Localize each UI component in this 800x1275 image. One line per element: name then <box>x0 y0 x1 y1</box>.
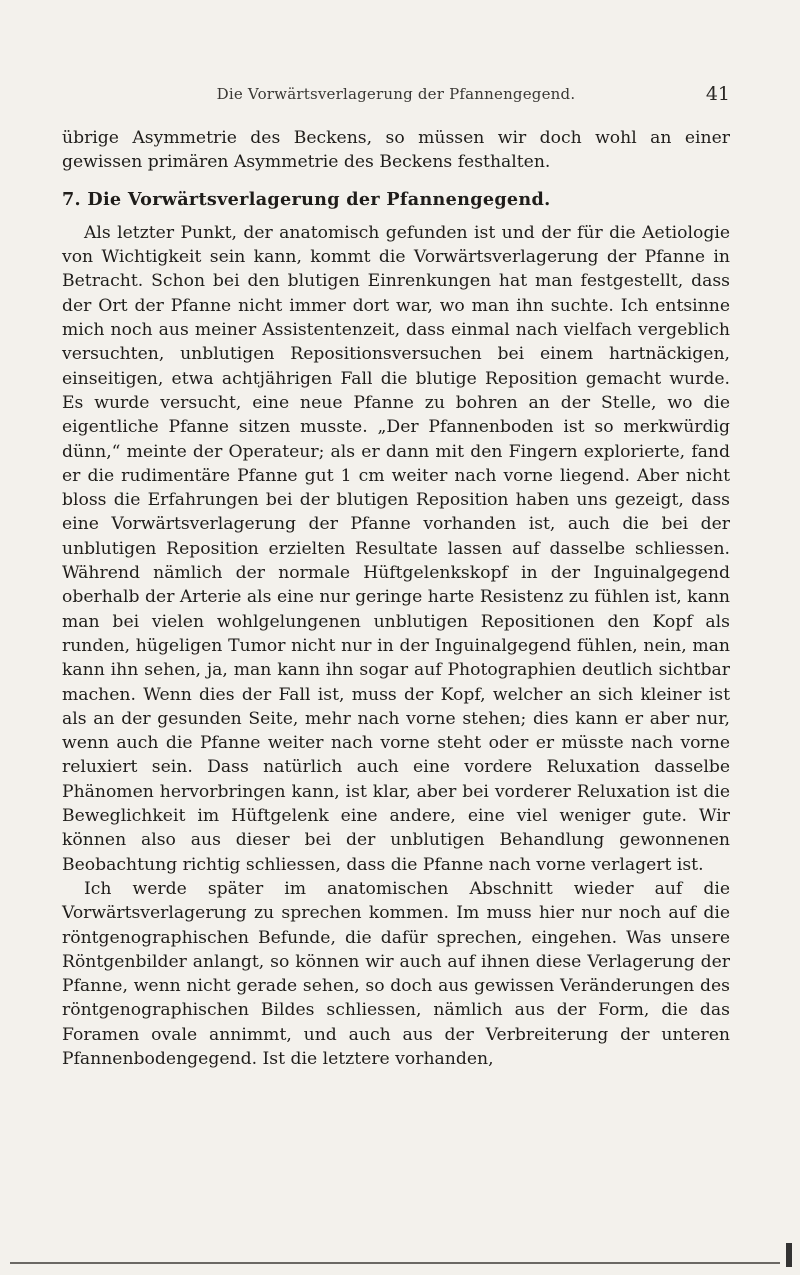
page-header <box>62 85 730 109</box>
paragraph-2: Ich werde später im anatomischen Abschnitt wieder auf die Vorwärtsverlagerung zu sprechen kommen. Im muss hier nur noch auf die röntgenographischen Befunde, die dafür sprechen, eingehen. Was unsere Röntgenbilder anlangt, so können wir auch auf ihnen diese Verlagerung der Pfanne, wenn nicht gerade sehen, so doch aus gewissen Veränderungen des röntgenographischen Bildes schliessen, nämlich aus der Form, die das Foramen ovale annimmt, und auch aus der Verbreiterung der unteren Pfannenbodengegend. Ist die letztere vorhanden, <box>62 878 730 1069</box>
page-bottom-edge <box>10 1262 780 1264</box>
running-head: Die Vorwärtsverlagerung der Pfannengegend. <box>216 85 576 103</box>
paragraph-1: Als letzter Punkt, der anatomisch gefunden ist und der für die Aetiologie von Wichtigkeit sein kann, kommt die Vorwärtsverlagerung der Pfanne in Betracht. Schon bei den blutigen Einrenkungen hat man festgestellt, dass der Ort der Pfanne nicht immer dort war, wo man ihn suchte. Ich entsinne mich noch aus meiner Assistentenzeit, dass einmal nach vielfach vergeblich versuchten, unblutigen Repositionsversuchen bei einem hartnäckigen, einseitigen, etwa achtjährigen Fall die blutige Reposition gemacht wurde. Es wurde versucht, eine neue Pfanne zu bohren an der Stelle, wo die eigentliche Pfanne sitzen musste. „Der Pfannenboden ist so merkwürdig dünn,“ meinte der Operateur; als er dann mit den Fingern explorierte, fand er die rudimentäre Pfanne gut 1 cm weiter nach vorne liegend. Aber nicht bloss die Erfahrungen bei der blutigen Reposition haben uns gezeigt, dass eine Vorwärtsverlagerung der Pfanne vorhanden ist, auch die bei der unblutigen Reposition erzielten Resultate lassen auf dasselbe schliessen. Während nämlich der normale Hüftgelenkskopf in der Inguinalgegend oberhalb der Arterie als eine nur geringe harte Resistenz zu fühlen ist, kann man bei vielen wohlgelungenen unblutigen Repositionen den Kopf als runden, hügeligen Tumor nicht nur in der Inguinalgegend fühlen, nein, man kann ihn sehen, ja, man kann ihn sogar auf Photographien deutlich sichtbar machen. Wenn dies der Fall ist, muss der Kopf, welcher an sich kleiner ist als an der gesunden Seite, mehr nach vorne stehen; dies kann er aber nur, wenn auch die Pfanne weiter nach vorne steht oder er müsste nach vorne reluxiert sein. Dass natürlich auch eine vordere Reluxation dasselbe Phänomen hervorbringen kann, ist klar, aber bei vorderer Reluxation ist die Beweglichkeit im Hüftgelenk eine andere, eine viel weniger gute. Wir können also aus dieser bei der unblutigen Behandlung gewonnenen Beobachtung richtig schliessen, dass die Pfanne nach vorne verlagert ist. <box>62 222 730 875</box>
scan-corner-mark <box>786 1243 792 1267</box>
intro-paragraph: übrige Asymmetrie des Beckens, so müssen wir doch wohl an einer gewissen primären Asymmetrie des Beckens festhalten. <box>62 128 730 173</box>
body-text <box>62 126 730 1071</box>
page-number: 41 <box>705 83 730 105</box>
section-heading: 7. Die Vorwärtsverlagerung der Pfannengegend. <box>62 188 551 210</box>
